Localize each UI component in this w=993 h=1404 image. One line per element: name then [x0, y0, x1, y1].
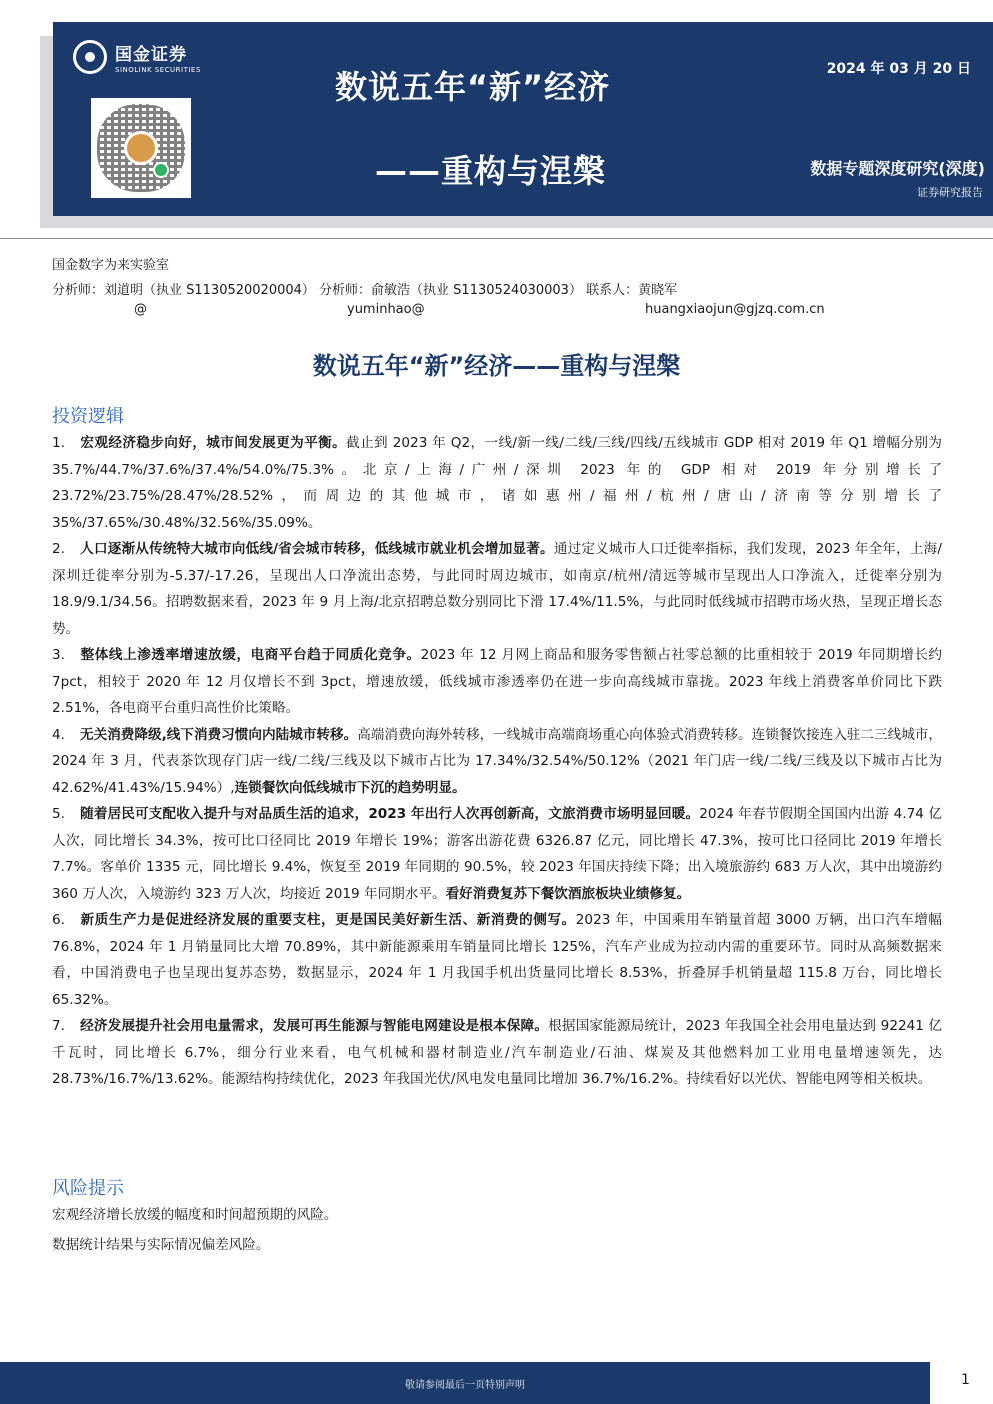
logo-en: SINOLINK SECURITIES [115, 66, 201, 74]
qr-logo-icon [124, 131, 158, 165]
document-title: 数说五年“新”经济——重构与涅槃 [312, 352, 681, 380]
report-title: 数说五年“新”经济 [335, 68, 611, 106]
header-banner [53, 22, 993, 216]
analyst-line: 分析师：刘道明（执业 S1130520020004） 分析师：俞敏浩（执业 S1130524030003） 联系人：黄晓军 [52, 283, 678, 298]
risk-list [52, 1200, 337, 1260]
report-date: 2024 年 03 月 20 日 [826, 61, 971, 77]
paragraph: 7. 经济发展提升社会用电量需求，发展可再生能源与智能电网建设是根本保障。根据国家能源局统计，2023 年我国全社会用电量达到 92241 亿千瓦时，同比增长 6.7%，细分行业来看，电气机械和器材制造业/汽车制造业/石油、煤炭及其他燃料加工业用电量增速领先，达 28.73%/16.7%/13.62%。能源结构持续优化，2023 年我国光伏/风电发电量同比增加 36.7%/16.2%。持续看好以光伏、智能电网等相关板块。 [52, 1018, 942, 1087]
paragraph: 3. 整体线上渗透率增速放缓，电商平台趋于同质化竞争。2023 年 12 月网上商品和服务零售额占社零总额的比重相较于 2019 年同期增长约 7pct，相较于 2020 年 12 月仅增长不到 3pct，增速放缓，低线城市渗透率仍在进一步向高线城市靠拢。2023 年线上消费客单价同比下跌 2.51%，各电商平台重归高性价比策略。 [52, 647, 943, 716]
mini-program-icon [153, 162, 169, 178]
section-risk-heading: 风险提示 [52, 1178, 124, 1199]
paragraph: 5. 随着居民可支配收入提升与对品质生活的追求，2023 年出行人次再创新高，文旅消费市场明显回暖。2024 年春节假期全国国内出游 4.74 亿人次，同比增长 34.3%，按可比口径同比 2019 年增长 19%；游客出游花费 6326.87 亿元，同比增长 47.3%，按可比口径同比 2019 年增长 7.7%。客单价 1335 元，同比增长 9.4%，恢复至 2019 年同期的 90.5%，较 2023 年国庆持续下降；出入境旅游约 683 万人次，其中出境游约 360 万人次，入境游约 323 万人次，均接近 2019 年同期水平。看好消费复苏下餐饮酒旅板块业绩修复。 [52, 806, 942, 902]
paragraph: 6. 新质生产力是促进经济发展的重要支柱，更是国民美好新生活、新消费的侧写。2023 年，中国乘用车销量首超 3000 万辆，出口汽车增幅 76.8%，2024 年 1 月销量同比大增 70.89%，其中新能源乘用车销量同比增长 125%，汽车产业成为拉动内需的重要环节。同时从高频数据来看，中国消费电子也呈现出复苏态势，数据显示，2024 年 1 月我国手机出货量同比增长 8.53%，折叠屏手机销量超 115.8 万台，同比增长 65.32%。 [52, 912, 943, 1008]
risk-item: 宏观经济增长放缓的幅度和时间超预期的风险。 [52, 1207, 338, 1223]
contact-email[interactable]: huangxiaojun@gjzq.com.cn [645, 302, 825, 317]
report-type: 数据专题深度研究(深度) [810, 159, 985, 178]
risk-item: 数据统计结果与实际情况偏差风险。 [52, 1237, 270, 1253]
investment-body [52, 430, 942, 1093]
lab-name: 国金数字为来实验室 [52, 258, 170, 273]
analyst-email-1[interactable]: @ [134, 302, 147, 317]
qr-code [91, 98, 191, 198]
paragraph: 1. 宏观经济稳步向好，城市间发展更为平衡。截止到 2023 年 Q2，一线/新一线/二线/三线/四线/五线城市 GDP 相对 2019 年 Q1 增幅分别为 35.7%/44.7%/37.6%/37.4%/54.0%/75.3%。北京/上海/广州/深圳 2023 年的 GDP 相对 2019 年分别增长了 23.72%/23.75%/28.47%/28.52%，而周边的其他城市，诸如惠州/福州/杭州/唐山/济南等分别增长了 35%/37.65%/30.48%/32.56%/35.09%。 [52, 435, 942, 531]
divider [0, 238, 993, 239]
footer-notice: 敬请参阅最后一页特别声明 [405, 1380, 525, 1391]
report-subtitle: ——重构与涅槃 [375, 152, 607, 190]
paragraph: 4. 无关消费降级,线下消费习惯向内陆城市转移。高端消费向海外转移，一线城市高端商场重心向体验式消费转移。连锁餐饮接连入驻二三线城市，2024 年 3 月，代表茶饮现存门店一线/二线/三线及以下城市占比为 17.34%/32.54%/50.12%（2021 年门店一线/二线/三线及以下城市占比为 42.62%/41.43%/15.94%）,连锁餐饮向低线城市下沉的趋势明显。 [52, 726, 942, 796]
report-kind: 证券研究报告 [917, 186, 983, 199]
section-investment-heading: 投资逻辑 [52, 406, 124, 427]
analyst-email-2[interactable]: yuminhao@ [347, 302, 425, 317]
page-number: 1 [961, 1372, 970, 1388]
paragraph: 2. 人口逐渐从传统特大城市向低线/省会城市转移，低线城市就业机会增加显著。通过定义城市人口迁徙率指标，我们发现，2023 年全年，上海/深圳迁徙率分别为-5.37/-17.26，呈现出人口净流出态势，与此同时周边城市，如南京/杭州/清远等城市呈现出人口净流入，迁徙率分别为 18.9/9.1/34.56。招聘数据来看，2023 年 9 月上海/北京招聘总数分别同比下滑 17.4%/11.5%，与此同时低线城市招聘市场火热，呈现正增长态势。 [52, 541, 942, 637]
logo-cn: 国金证券 [115, 45, 187, 65]
logo-mark-icon [73, 40, 107, 74]
company-logo [73, 40, 201, 74]
